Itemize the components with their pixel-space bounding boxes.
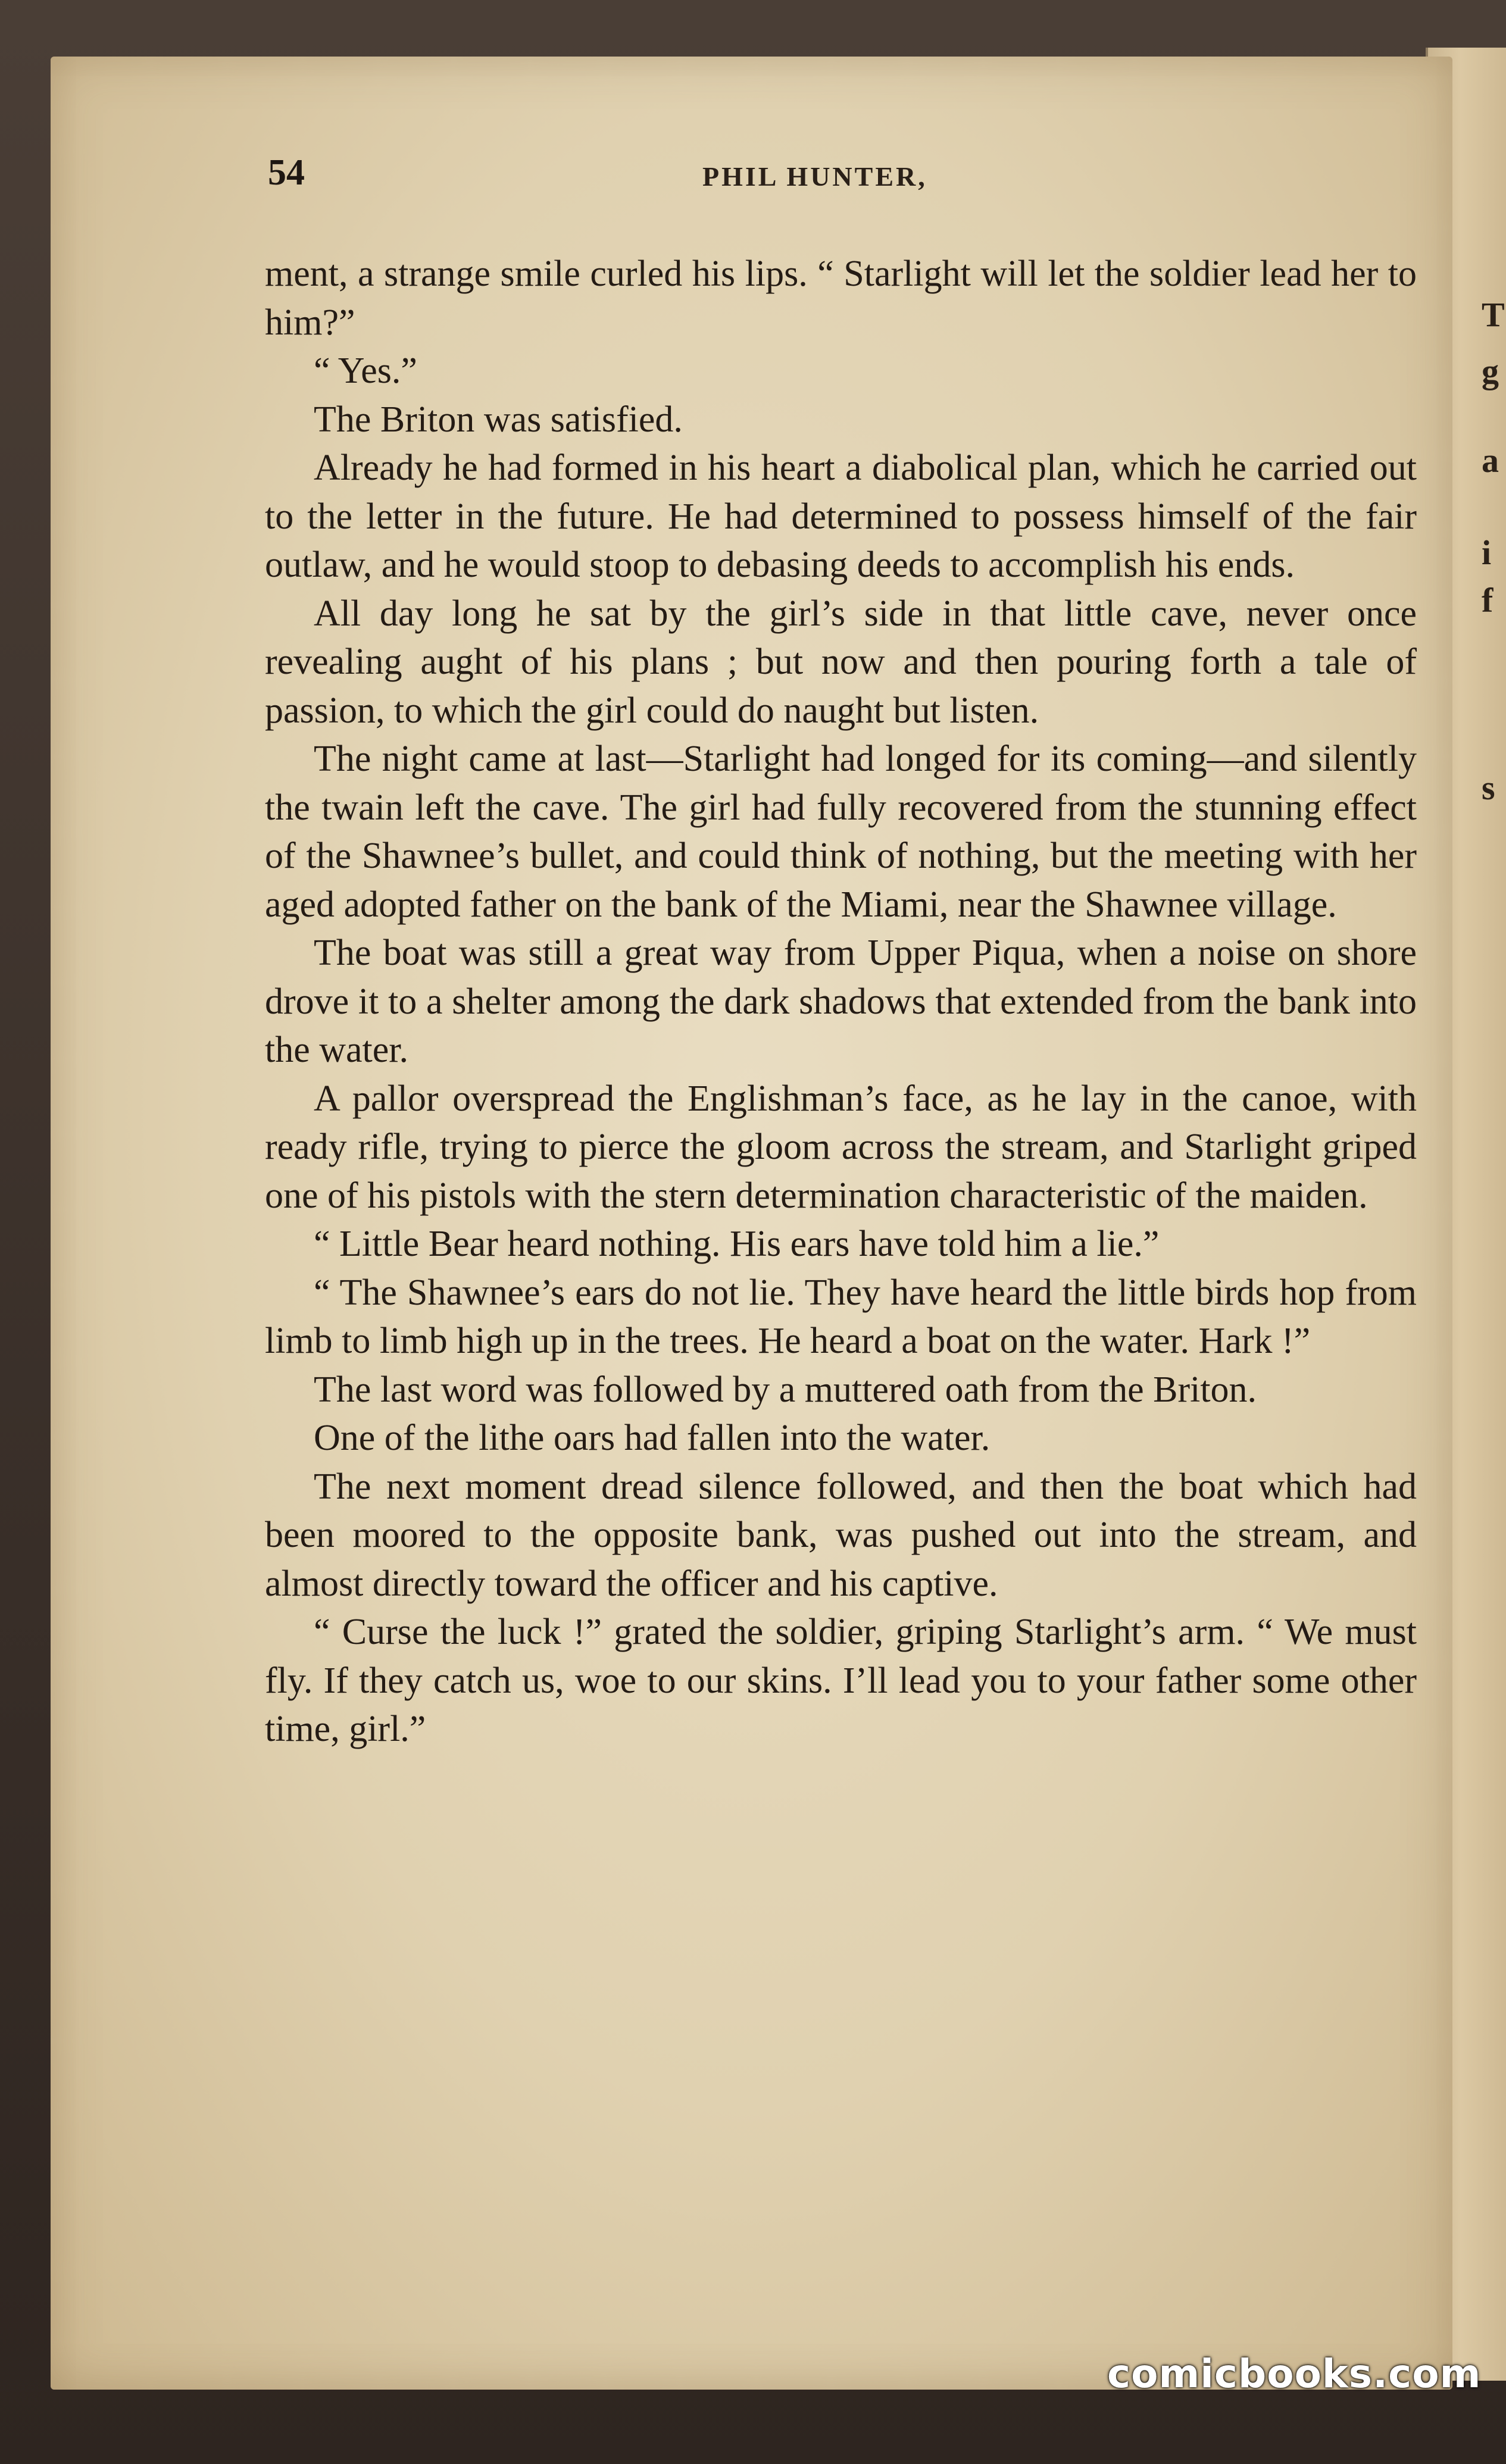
paragraph: The next moment dread silence followed, and then the boat which had been moored to the opposite bank, was pushed out into the stream, and almost directly toward the officer and his captive.	[265, 1466, 1417, 1604]
adjacent-page-fragment: i	[1482, 533, 1492, 572]
paragraph: “ The Shawnee’s ears do not lie. They have heard the little birds hop from limb to limb high up in the trees. He heard a boat on the water. Hark !”	[265, 1272, 1417, 1361]
paragraph: A pallor overspread the Englishman’s face, as he lay in the canoe, with ready rifle, trying to pierce the gloom across the stream, and Starlight griped one of his pistols with the stern determination characteristic of the maiden.	[265, 1078, 1417, 1216]
adjacent-page-fragment: g	[1482, 352, 1499, 390]
paragraph: The boat was still a great way from Upper Piqua, when a noise on shore drove it to a shelter among the dark shadows that extended from the bank into the water.	[265, 933, 1417, 1070]
adjacent-page-fragment: T	[1482, 295, 1505, 334]
paragraph: ment, a strange smile curled his lips. “ Starlight will let the soldier lead her to him?”	[265, 254, 1417, 343]
paragraph: “ Little Bear heard nothing. His ears have told him a lie.”	[314, 1224, 1160, 1264]
adjacent-page-fragment: a	[1482, 441, 1499, 480]
adjacent-page-fragment: f	[1482, 581, 1493, 620]
paragraph: “ Curse the luck !” grated the soldier, griping Starlight’s arm. “ We must fly. If they catch us, woe to our skins. I’ll lead you to your father some other time, girl.”	[265, 1612, 1417, 1749]
paragraph: The Briton was satisfied.	[314, 399, 683, 440]
paragraph: Already he had formed in his heart a diabolical plan, which he carried out to the letter in the future. He had determined to possess himself of the fair outlaw, and he would stoop to debasing deeds to accomplish his ends.	[265, 448, 1417, 585]
paragraph: “ Yes.”	[314, 351, 417, 391]
page-number: 54	[268, 152, 305, 193]
body-text	[265, 250, 1417, 1754]
paragraph: All day long he sat by the girl’s side in that little cave, never once revealing aught of his plans ; but now and then pouring forth a tale of passion, to which the girl could do naught but listen.	[265, 593, 1417, 731]
watermark: comicbooks.com	[1107, 2351, 1482, 2397]
paragraph: The night came at last—Starlight had longed for its coming—and silently the twain left the cave. The girl had fully recovered from the stunning effect of the Shawnee’s bullet, and could think of nothing, but the meeting with her aged adopted father on the bank of the Miami, near the Shawnee village.	[265, 739, 1417, 925]
running-head: PHIL HUNTER,	[702, 161, 927, 192]
paragraph: The last word was followed by a muttered oath from the Briton.	[314, 1369, 1257, 1410]
paragraph: One of the lithe oars had fallen into the water.	[314, 1418, 991, 1458]
adjacent-page-fragment: s	[1482, 768, 1495, 807]
